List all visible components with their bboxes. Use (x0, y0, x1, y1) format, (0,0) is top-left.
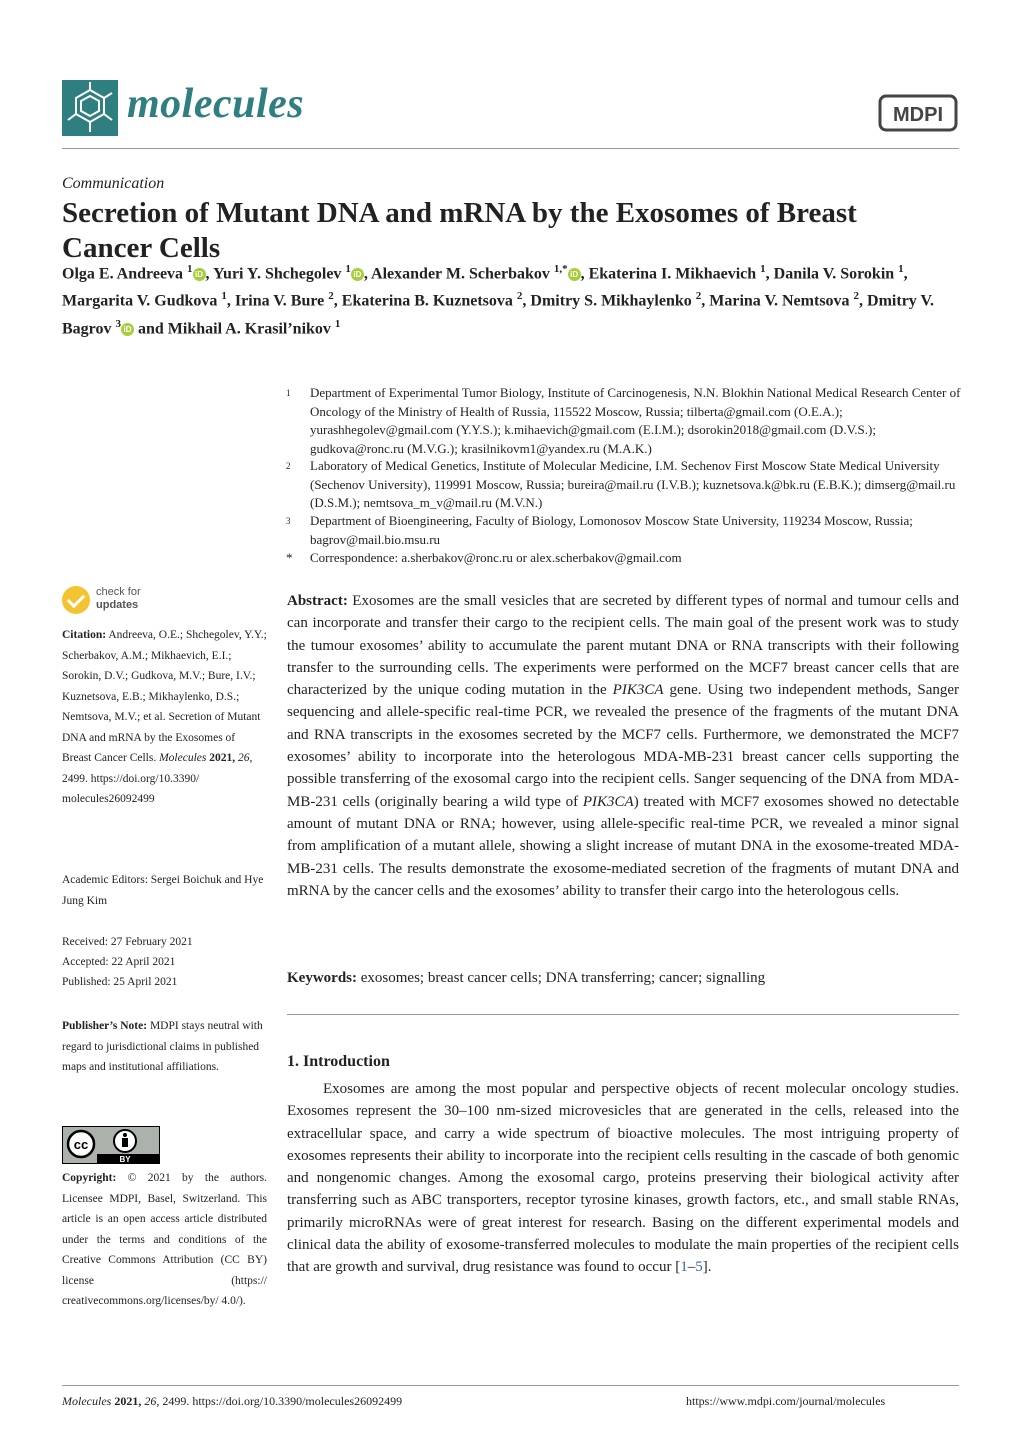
svg-text:cc: cc (73, 1137, 89, 1152)
cc-by-license-icon[interactable] (62, 1126, 160, 1164)
introduction-text: Exosomes are among the most popular and perspective objects of recent molecular oncology studies. Exosomes represent the 30–100 nm-sized microvesicles that are generated in the cells, released into the extracellular space, and carry a wide spectrum of bioactive molecules. The most intriguing property of exosomes represents their ability to incorporate into the recipient cells resulting in the cascade of both genomic and nongenomic changes. Among the exosomal cargo, proteins preserving their biological activity after transferring such as ABC transporters, receptor tyrosine kinases, growth factors, etc., and small stable RNAs, primarily microRNAs were of great interest for research. Basing on the different experimental models and clinical data the ability of exosome-transferred molecules to modulate the main properties of the recipient cells that are growth and survival, drug resistance was found to occur [1–5]. (287, 1081, 959, 1276)
affiliation-1: 1 Department of Experimental Tumor Biology, Institute of Carcinogenesis, N.N. Blokhin National Medical Research Center of Oncology of the Ministry of Health of Russia, 115522 Moscow, Russia; tilberta@gmail.com (O.E.A.); yurashhegolev@gmail.com (Y.Y.S.); k.mihaevich@gmail.com (E.I.M.); dsorokin2018@gmail.com (D.V.S.); gudkova@ronc.ru (M.V.G.); krasilnikovm1@yandex.ru (M.A.K.) (286, 385, 961, 456)
article-type: Communication (62, 175, 165, 192)
author[interactable]: Olga E. Andreeva (62, 265, 184, 283)
correspondence: * Correspondence: a.sherbakov@ronc.ru or alex.scherbakov@gmail.com (286, 550, 682, 565)
copyright-block: Copyright: © 2021 by the authors. Licensee MDPI, Basel, Switzerland. This article is an open access article distributed under the terms and conditions of the Creative Commons Attribution (CC BY) license (https:// creativecommons.org/licenses/by/ 4.0/). (62, 1172, 267, 1307)
author[interactable]: Marina V. Nemtsova (709, 292, 850, 310)
author-list: Olga E. Andreeva $^1$ iD , Yuri Y. Shchegolev $^1$ iD , Alexander M. Scherbakov $^{1,*}$ iD , Ekaterina I. Mikhaevich $^1$, Danila V. Sorokin $^1$, Margarita V. Gudkova $^1$, Irina V. Bure $^2$, Ekaterina B. Kuznetsova $^2$, Dmitry S. Mikhaylenko $^2$, Marina V. Nemtsova $^2$, Dmitry V. Bagrov $^3$ iD and Mikhail A. Krasil’nikov $^1$ (62, 263, 935, 337)
keywords: Keywords: exosomes; breast cancer cells; DNA transferring; cancer; signalling (287, 970, 766, 986)
author[interactable]: Danila V. Sorokin (773, 265, 895, 283)
abstract: Abstract: Exosomes are the small vesicles that are secreted by different types of normal and tumour cells and can incorporate and transfer their cargo to the recipient cells. The main goal of the present work was to study the tumour exosomes’ ability to accumulate the parent mutant DNA or RNA transcripts with their following transfer to the surrounding cells. The experiments were performed on the MCF7 breast cancer cells that are characterized by the unique coding mutation in the PIK3CA gene. Using two independent methods, Sanger sequencing and allele-specific real-time PCR, we revealed the presence of the fragments of the mutant DNA and RNA transcripts in the exosomes secreted by the MCF7 cells. Furthermore, we demonstrated the MCF7 exosomes’ ability to incorporate into the heterologous MDA-MB-231 breast cancer cells supporting the possible transferring of the exosomal cargo into the recipient cells. Sanger sequencing of the DNA from MDA-MB-231 cells (originally bearing a wild type of PIK3CA) treated with MCF7 exosomes showed no detectable amount of mutant DNA or RNA; however, using allele-specific real-time PCR, we revealed a minor signal from amplification of a mutant allele, showing a slight increase of mutant DNA in the exosome-treated MDA-MB-231 cells. The results demonstrate the exosome-mediated secretion of the fragments of mutant DNA and mRNA by the cancer cells and the exosomes’ ability to transfer their cargo into the heterologous cells. (287, 593, 960, 899)
reference-link[interactable]: 5 (695, 1259, 703, 1276)
section-divider (287, 1014, 959, 1015)
footer-citation: Molecules 2021, 26, 2499. https://doi.org/10.3390/molecules26092499 (62, 1394, 403, 1408)
affiliation-3: 3 Department of Bioengineering, Faculty of Biology, Lomonosov Moscow State University, 119234 Moscow, Russia; bagrov@mail.bio.msu.ru (286, 513, 913, 547)
author[interactable]: Dmitry V. Bagrov (62, 292, 935, 337)
article-title: Secretion of Mutant DNA and mRNA by the Exosomes of Breast Cancer Cells (62, 197, 857, 264)
reference-link[interactable]: 1 (680, 1259, 688, 1276)
footer-doi-link[interactable]: 2499. https://doi.org/10.3390/molecules26092499 (162, 1394, 403, 1408)
accepted-date: Accepted: 22 April 2021 (62, 956, 176, 968)
author[interactable]: Mikhail A. Krasil’nikov (167, 319, 331, 337)
author[interactable]: Margarita V. Gudkova (62, 292, 218, 310)
received-date: Received: 27 February 2021 (62, 936, 193, 948)
orcid-icon[interactable]: iD (351, 268, 364, 281)
author[interactable]: Ekaterina B. Kuznetsova (341, 292, 513, 310)
orcid-icon[interactable]: iD (568, 268, 581, 281)
citation-doi[interactable]: 2499. https://doi.org/10.3390/ molecules26092499 (62, 772, 200, 805)
author[interactable]: Dmitry S. Mikhaylenko (530, 292, 692, 310)
molecules-logo-icon (62, 80, 118, 136)
orcid-icon[interactable]: iD (121, 323, 134, 336)
affiliation-2: 2 Laboratory of Medical Genetics, Institute of Molecular Medicine, I.M. Sechenov First Moscow State Medical University (Sechenov University), 119991 Moscow, Russia; bureira@mail.ru (I.V.B.); kuznetsova.k@bk.ru (E.B.K.); dimserg@mail.ru (D.S.M.); nemtsova_m_v@mail.ru (M.V.N.) (286, 458, 956, 510)
academic-editors: Academic Editors: Sergei Boichuk and Hye Jung Kim (62, 874, 264, 907)
header-divider (62, 148, 959, 149)
author[interactable]: Alexander M. Scherbakov (371, 265, 550, 283)
footer-journal-url[interactable]: https://www.mdpi.com/journal/molecules (686, 1394, 886, 1408)
author[interactable]: Irina V. Bure (234, 292, 325, 310)
section-heading: 1. Introduction (287, 1053, 390, 1070)
cc-by-label: BY (119, 1155, 131, 1164)
published-date: Published: 25 April 2021 (62, 976, 178, 988)
mdpi-logo-icon (878, 94, 958, 132)
footer-divider (62, 1385, 959, 1386)
svg-text:MDPI: MDPI (893, 104, 943, 126)
check-for-updates-button[interactable]: check for updates (62, 584, 222, 618)
citation-block: Citation: Andreeva, O.E.; Shchegolev, Y.Y.; Scherbakov, A.M.; Mikhaevich, E.I.; Sorokin, D.V.; Gudkova, M.V.; Bure, I.V.; Kuznetsova, E.B.; Mikhaylenko, D.S.; Nemtsova, M.V.; et al. Secretion of Mutant DNA and mRNA by the Exosomes of Breast Cancer Cells. Molecules 2021, 26, 2499. https://doi.org/10.3390/ molecules26092499 (62, 629, 267, 805)
journal-name: molecules (127, 81, 305, 127)
orcid-icon[interactable]: iD (193, 268, 206, 281)
check-updates-icon (62, 586, 90, 614)
author[interactable]: Ekaterina I. Mikhaevich (588, 265, 757, 283)
author[interactable]: Yuri Y. Shchegolev (212, 265, 342, 283)
publisher-note: Publisher’s Note: MDPI stays neutral with regard to jurisdictional claims in published maps and institutional affiliations. (62, 1020, 263, 1073)
